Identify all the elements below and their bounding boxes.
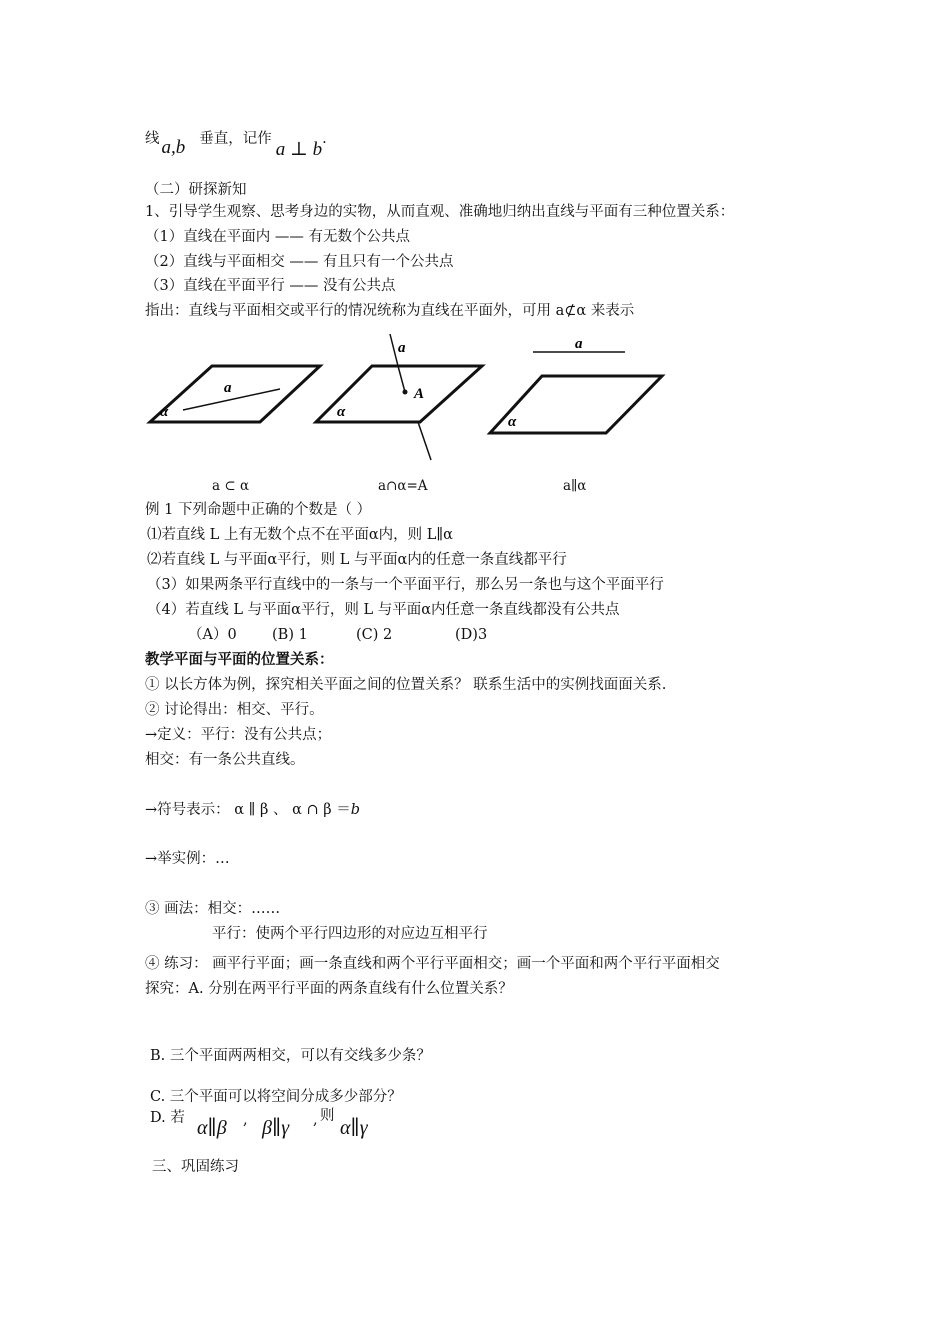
question-D-formula-3: α∥γ xyxy=(340,1117,368,1139)
example1-proposition-1: ⑴若直线 L 上有无数个点不在平面α内，则 L∥α xyxy=(147,527,453,543)
example1-proposition-3: （3）如果两条平行直线中的一条与一个平面平行，那么另一条也与这个平面平行 xyxy=(147,577,664,593)
example1-option-A: （A）0 xyxy=(188,627,237,643)
label-a-1: a xyxy=(224,380,232,396)
planes-definition: →定义：平行：没有公共点； xyxy=(145,727,332,743)
label-A: A xyxy=(414,386,425,402)
example1-option-C: (C) 2 xyxy=(356,627,393,643)
question-B: B. 三个平面两两相交，可以有交线多少条？ xyxy=(150,1048,431,1064)
label-alpha-2: α xyxy=(337,404,346,420)
intro-suffix: . xyxy=(322,131,327,147)
planes-symbol xyxy=(145,800,360,820)
planes-step-1: ① 以长方体为例，探究相关平面之间的位置关系？ 联系生活中的实例找面面关系. xyxy=(145,677,667,693)
intro-vars: a,b xyxy=(161,137,186,158)
relation-3: （3）直线在平面平行 —— 没有公共点 xyxy=(145,278,396,294)
relation-1: （1）直线在平面内 —— 有无数个公共点 xyxy=(145,229,410,245)
example1-proposition-2: ⑵若直线 L 与平面α平行，则 L 与平面α内的任意一条直线都平行 xyxy=(147,552,567,568)
section2-note: 指出：直线与平面相交或平行的情况统称为直线在平面外，可用 a⊄α 来表示 xyxy=(145,303,635,319)
line-a-through xyxy=(398,366,405,392)
intro-line xyxy=(145,128,327,160)
point-A xyxy=(403,390,408,395)
planes-step-2: ② 讨论得出：相交、平行。 xyxy=(145,702,324,718)
question-D-formula-2: β∥γ xyxy=(262,1117,290,1139)
figure-line-parallel-plane xyxy=(490,336,662,433)
label-a-2: a xyxy=(398,340,406,356)
figure-line-intersects-plane xyxy=(316,334,482,460)
question-D-comma-1: , xyxy=(243,1112,248,1128)
line-a-lower xyxy=(418,422,431,460)
section2-item1: 1、引导学生观察、思考身边的实物，从而直观、准确地归纳出直线与平面有三种位置关系： xyxy=(145,204,735,220)
section3-heading: 三、巩固练习 xyxy=(152,1159,239,1175)
figure-line-in-plane xyxy=(150,366,320,422)
intro-prefix: 线 xyxy=(145,131,160,147)
caption-fig1: a ⊂ α xyxy=(212,478,250,494)
planes-definition-2: 相交：有一条公共直线。 xyxy=(145,752,305,768)
example1-proposition-4: （4）若直线 L 与平面α平行，则 L 与平面α内任意一条直线都没有公共点 xyxy=(147,602,620,618)
intro-formula: a ⊥ b xyxy=(275,139,323,160)
relation-2: （2）直线与平面相交 —— 有且只有一个公共点 xyxy=(145,254,454,270)
intro-middle: 垂直，记作 xyxy=(199,131,272,147)
planes-practice: ④ 练习： 画平行平面；画一条直线和两个平行平面相交；画一个平面和两个平行平面相交 xyxy=(145,956,720,972)
caption-fig3: a∥α xyxy=(563,478,587,494)
label-alpha-1: α xyxy=(160,404,169,420)
planes-explore: 探究：A. 分别在两平行平面的两条直线有什么位置关系？ xyxy=(145,981,513,997)
planes-drawing: ③ 画法：相交：…… xyxy=(145,901,281,917)
planes-drawing-2: 平行：使两个平行四边形的对应边互相平行 xyxy=(212,926,488,942)
caption-fig2: a∩α=A xyxy=(378,478,428,494)
label-alpha-3: α xyxy=(508,414,517,430)
section2-heading: （二）研探新知 xyxy=(145,182,247,198)
planes-heading: 教学平面与平面的位置关系： xyxy=(145,651,334,668)
question-D-then: 则 xyxy=(320,1108,335,1124)
plane-parallelogram-1 xyxy=(150,366,320,422)
example1-question: 例 1 下列命题中正确的个数是（ ） xyxy=(145,502,372,518)
label-a-3: a xyxy=(575,336,583,352)
example1-option-D: (D)3 xyxy=(455,627,488,643)
question-C: C. 三个平面可以将空间分成多少部分？ xyxy=(150,1089,402,1105)
planes-symbol-var: b xyxy=(350,802,361,818)
planes-examples: →举实例：… xyxy=(145,851,230,867)
line-a-upper xyxy=(390,334,398,366)
line-a-1 xyxy=(183,389,280,410)
line-plane-figures xyxy=(0,330,950,490)
planes-symbol-text: →符号表示： α ∥ β 、 α ∩ β ＝ xyxy=(145,802,351,818)
question-D-comma-2: , xyxy=(313,1112,318,1128)
question-D-prefix: D. 若 xyxy=(150,1110,185,1126)
question-D-formula-1: α∥β xyxy=(197,1117,227,1139)
example1-option-B: (B) 1 xyxy=(272,627,308,643)
